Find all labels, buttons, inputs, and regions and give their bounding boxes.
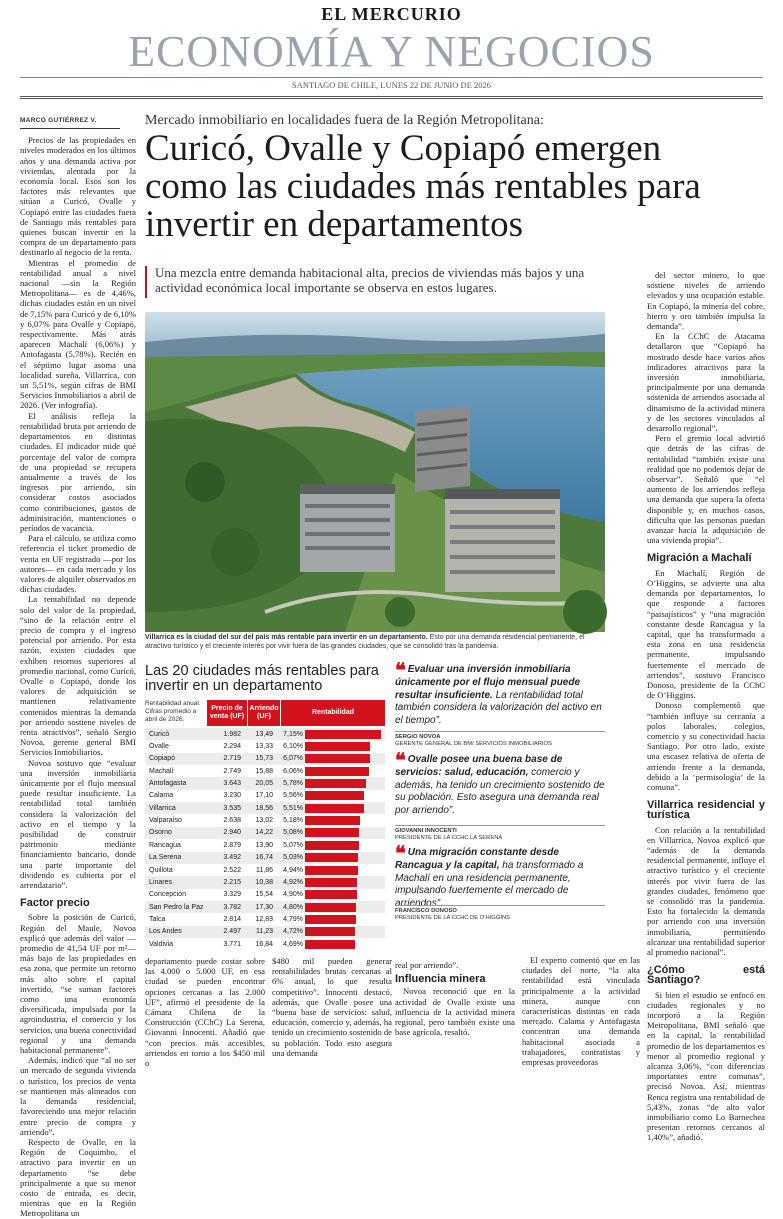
table-row	[145, 753, 385, 765]
price-cell: 3.492	[223, 854, 241, 862]
bar-track	[305, 915, 385, 924]
bar-track	[305, 890, 385, 899]
rentabilidad-bar	[305, 791, 364, 800]
city-cell: Valparaíso	[149, 817, 182, 825]
price-cell: 2.497	[223, 928, 241, 936]
quote-donoso: ❝ Una migración constante desde Rancagua y la capital, ha transformado a Machalí en una residencia permanente, impulsando fuertemente el mercado de arriendos”.	[395, 843, 584, 909]
dateline: SANTIAGO DE CHILE, LUNES 22 DE JUNIO DE 2026	[291, 80, 492, 90]
paragraph: En Machalí, Región de O’Higgins, se advierte una alta demanda por departamentos, lo que responde a factores “paisajísticos” y “una migración constante desde Rancagua y la capital, que ha transformado a esta zona en una residencia permanente, impulsando fuertemente el mercado de arriendos”, sostuvo Francisco Donoso, presidente de la CChC de O’Higgins.	[647, 567, 765, 701]
rent-cell: 11,23	[256, 928, 273, 936]
rentabilidad-cell: 4,72%	[283, 928, 303, 936]
city-cell: Linares	[149, 878, 172, 886]
price-cell: 1.982	[223, 730, 241, 738]
subhead-villarrica: Villarrica residencial y turística	[647, 799, 765, 822]
quote-mark-icon: ❝	[395, 843, 406, 865]
bar-track	[305, 878, 385, 887]
rent-cell: 10,38	[255, 878, 273, 886]
rent-cell: 13,02	[255, 817, 273, 825]
price-cell: 2.522	[223, 866, 241, 874]
paragraph: Novoa sostuvo que “evaluar una inversión inmobiliaria únicamente por el flujo mensual puede resultar insuficiente. La rentabilidad total también considera la valorización del activo en el tiempo y la posibilidad de construir patrimonio mediante financiamiento bancario, donde una parte importante del dividendo es cubierta por el arrendatario”.	[20, 757, 136, 891]
quote-rule	[395, 905, 605, 906]
city-cell: Concepción	[149, 891, 186, 899]
infographic-title: Las 20 ciudades más rentables para invertir en un departamento	[145, 663, 379, 694]
table-row	[145, 814, 385, 826]
table-row	[145, 839, 385, 851]
city-cell: Valdivia	[149, 940, 173, 948]
rentabilidad-cell: 4,92%	[283, 878, 303, 886]
city-cell: San Pedro la Paz	[149, 903, 204, 911]
column-1b-body	[20, 912, 136, 1218]
city-cell: Talca	[149, 915, 166, 923]
paragraph: Precios de las propiedades en niveles moderados en los últimos años y una demanda activa por viviendas, alentada por la economía local. Esos son los factores más relevantes que sitúan a Curicó, Ovalle y Copiapó entre las ciudades fuera de Santiago más rentables para quienes buscan invertir en la compra de un departamento para destinarlo al negocio de la renta.	[20, 135, 136, 258]
rentabilidad-bar	[305, 816, 360, 825]
bar-track	[305, 730, 385, 739]
rent-cell: 13,33	[255, 743, 273, 751]
article-column-bottom-1: departamento puede costar sobre las 4.000 o 5.000 UF, en esa ciudad se pueden encontrar opciones cercanas a las 2.000 UF”, afirmó el presidente de la Cámara Chilena de la Construcción (CChC) La Serena, Giovanni Innocenti. Añadió que “con precios más accesibles, arriendos en torno a los $450 mil o	[145, 956, 265, 1069]
rentabilidad-cell: 4,90%	[283, 891, 303, 899]
deck-accent-rule	[145, 266, 147, 298]
quotes-panel	[395, 660, 605, 934]
bar-track	[305, 754, 385, 763]
infographic-subtitle: Rentabilidad anual. Cifras promedio a abril de 2026.	[145, 700, 201, 723]
city-cell: Osorno	[149, 829, 172, 837]
rentabilidad-cell: 5,78%	[283, 780, 303, 788]
table-row	[145, 864, 385, 876]
article-column-bottom-4: El experto comentó que en las ciudades del norte, “la alta rentabilidad está vinculada principalmente a la actividad minera, aunque con características distintas en cada mercado. Calama y Antofagasta concentran una demanda habitacional asociada a trabajadores, contratistas y empresas proveedoras	[522, 955, 640, 1068]
quote-rule	[395, 825, 605, 826]
price-cell: 3.230	[223, 792, 241, 800]
rentabilidad-cell: 6,10%	[283, 743, 303, 751]
rentabilidad-bar	[305, 890, 357, 899]
price-cell: 2.719	[223, 755, 241, 763]
paragraph: Además, indicó que “al no ser un mercado de segunda vivienda o turístico, los precios de venta se mantienen más alineados con la demanda residencial, favoreciendo una mejor relación entre precio de compra y arriendo”.	[20, 1055, 136, 1137]
rentabilidad-bar	[305, 779, 366, 788]
paragraph: Con relación a la rentabilidad en Villarrica, Novoa explicó que “además de la demanda residencial permanente, influye el atractivo turístico y el creciente interés por vivir fuera de las grandes ciudades, fenómeno que se consolidó tras la pandemia. Esto ha fortalecido la demanda por arriendo con una inversión inmobiliaria, permitiendo alcanzar una rentabilidad superior al promedio nacional”.	[647, 824, 765, 957]
rent-cell: 17,30	[255, 903, 273, 911]
price-cell: 3.782	[223, 903, 241, 911]
quote-author-innocenti: GIOVANNI INNOCENTI PRESIDENTE DE LA CCHC LA SERENA	[395, 828, 503, 841]
column-1-body	[20, 135, 136, 890]
table-row	[145, 802, 385, 814]
city-cell: Calama	[149, 792, 174, 800]
subhead-migracion-machali: Migración a Machalí	[647, 552, 752, 565]
quote-author-donoso: FRANCISCO DONOSO PRESIDENTE DE LA CCHC DE O’HIGGINS	[395, 908, 510, 921]
paragraph: Mientras el promedio de rentabilidad anual a nivel nacional —sin la Región Metropolitana— es de 4,46%, dichas ciudades están en un nivel de 7,15% para Curicó y de 6,10% y 6,07% para Ovalle y Copiapó, respectivamente. Más atrás aparecen Machalí (6,06%) y Antofagasta (5,78%). Recién en el séptimo lugar asoma una localidad sureña, Villarrica, con un 5,51%, según cifras de BMI Servicios Inmobiliarios a abril de 2026. (Ver infografía).	[20, 257, 136, 411]
city-cell: Copiapó	[149, 755, 176, 763]
headline: Curicó, Ovalle y Copiapó emergen como las ciudades más rentables para invertir en departamentos	[145, 128, 701, 245]
rentabilidad-bar	[305, 853, 358, 862]
subhead-santiago: ¿Cómo está Santiago?	[647, 964, 765, 987]
price-cell: 2.879	[223, 841, 241, 849]
city-cell: Rancagua	[149, 841, 181, 849]
byline: MARCO GUTIÉRREZ V.	[20, 117, 97, 124]
article-column-right	[647, 270, 765, 1143]
table-row	[145, 926, 385, 938]
masthead-rule	[20, 77, 763, 78]
bar-track	[305, 742, 385, 751]
table-row	[145, 827, 385, 839]
rent-cell: 16,74	[255, 854, 273, 862]
table-row	[145, 728, 385, 740]
price-cell: 2.294	[223, 743, 241, 751]
byline-rule	[20, 128, 120, 129]
table-row	[145, 938, 385, 950]
rentabilidad-cell: 4,80%	[283, 903, 303, 911]
article-column-bottom-3: real por arriendo”. Influencia minera Novoa reconoció que en la actividad de Ovalle existe una influencia de la actividad minera regional, pero también existe una base agrícola, resaltó.	[395, 960, 515, 1038]
rentabilidad-bar	[305, 754, 370, 763]
rentabilidad-cell: 5,08%	[283, 829, 303, 837]
rentabilidad-bar	[305, 804, 364, 813]
rentabilidad-bar	[305, 878, 357, 887]
city-cell: Ovalle	[149, 743, 169, 751]
deck: Una mezcla entre demanda habitacional alta, precios de viviendas más bajos y una actividad económica local importante se observa en estos lugares.	[155, 265, 585, 295]
rentabilidad-cell: 4,69%	[283, 940, 303, 948]
paragraph: Pero el gremio local advirtió que detrás de las cifras de rentabilidad “también existe una realidad que no podemos dejar de observar”. Señaló que “el aumento de los arriendos refleja una demanda que supera la oferta disponible y, en muchos casos, dificulta que las personas puedan avanzar hacia la adquisición de una vivienda propia”.	[647, 433, 765, 546]
photo-villarrica	[145, 312, 605, 632]
rent-cell: 14,22	[255, 829, 273, 837]
rent-cell: 16,84	[255, 940, 273, 948]
subhead-influencia-minera: Influencia minera	[395, 973, 486, 986]
paragraph: Para el cálculo, se utiliza como referencia el ticket promedio de venta en UF registrado —por los autores— en cada mercado y los valores de alquiler observados en dichas ciudades.	[20, 533, 136, 595]
city-cell: La Serena	[149, 854, 182, 862]
paragraph: En la CChC de Atacama detallaron que “Copiapó ha mostrado desde hace varios años indicadores atractivos para la inversión inmobiliaria, principalmente por una demanda sostenida de arriendos asociada al dinamismo de la actividad minera y de los sectores vinculados al desarrollo regional”.	[647, 331, 765, 434]
price-cell: 3.535	[223, 804, 241, 812]
rentabilidad-bar	[305, 866, 358, 875]
table-row	[145, 765, 385, 777]
rentabilidad-bar	[305, 903, 356, 912]
col-header-rent: Arriendo (UF)	[248, 700, 280, 726]
bar-track	[305, 804, 385, 813]
rent-cell: 18,56	[255, 804, 273, 812]
rentabilidad-cell: 4,79%	[283, 915, 303, 923]
table-row	[145, 876, 385, 888]
column-right-body	[647, 270, 765, 545]
table-row	[145, 740, 385, 752]
rentabilidad-bar	[305, 927, 355, 936]
paragraph: Si bien el estudio se enfocó en ciudades regionales y no incorporó a la Región Metropolitana, BMI señaló que en la capital, la rentabilidad promedio de los departamentos es menor al promedio regional y alcanza 3,06%, “con diferencias importantes entre comunas”, precisó Novoa. Así, mientras Renca registra una rentabilidad de 5,43%, zonas “de alto valor inmobiliario como Lo Barnechea presentan retornos cercanos al 1,40%”, añadió.	[647, 989, 765, 1143]
quote-author-novoa: SERGIO NOVOA GERENTE GENERAL DE BMI SERVICIOS INMOBILIARIOS	[395, 734, 552, 747]
rentabilidad-cell: 6,06%	[283, 767, 303, 775]
column-right-d-body	[647, 990, 765, 1143]
paragraph: El análisis refleja la rentabilidad bruta por arriendo de departamentos en distintas ciudades. El indicador mide qué porcentaje del valor de compra de una propiedad se recupera anualmente a través de los ingresos por arriendo, sin considerar costos asociados como contribuciones, gastos de administración, mantenciones o períodos de vacancia.	[20, 410, 136, 533]
infographic	[145, 664, 385, 954]
price-cell: 2.749	[223, 767, 241, 775]
bar-track	[305, 767, 385, 776]
city-cell: Quillota	[149, 866, 173, 874]
bar-track	[305, 841, 385, 850]
table-row	[145, 889, 385, 901]
quote-rule	[395, 731, 605, 732]
paragraph: La rentabilidad no depende solo del valor de la propiedad, “sino de la relación entre el precio de compra y el ingreso potencial por arriendo. Por esta razón, existen ciudades que exhiben retornos superiores al promedio nacional, como Curicó, Ovalle o Copiapó, donde los valores de adquisición se mantienen relativamente contenidos mientras la demanda por arriendo sostiene niveles de renta atractivos”, señaló Sergio Novoa, gerente general BMI Servicios Inmobiliarios.	[20, 594, 136, 758]
article-column-1	[20, 116, 136, 1219]
rent-cell: 13,49	[255, 730, 273, 738]
quote-mark-icon: ❝	[395, 750, 406, 772]
rentabilidad-bar	[305, 742, 370, 751]
rentabilidad-cell: 7,15%	[283, 730, 303, 738]
rentabilidad-cell: 5,51%	[283, 804, 303, 812]
section-rule	[20, 96, 763, 99]
bar-track	[305, 853, 385, 862]
caption-lead: Villarrica es la ciudad del sur del país más rentable para invertir en un departamento.	[145, 634, 428, 641]
column-right-b-body	[647, 568, 765, 792]
bar-track	[305, 828, 385, 837]
table-row	[145, 790, 385, 802]
table-row	[145, 901, 385, 913]
price-cell: 2.638	[223, 817, 241, 825]
city-cell: Los Andes	[149, 928, 182, 936]
rent-cell: 15,88	[255, 767, 273, 775]
paragraph: Sobre la posición de Curicó, Región del Maule, Novoa explicó que además del valor —promedio de 41,54 UF por m²— más bajo de las propiedades en esa zona, que permite un retorno más alto sobre el capital invertido, “se suman factores como una economía diversificada, impulsada por la agroindustria, el comercio y los servicios, una buena conectividad regional y una demanda habitacional permanente”.	[20, 912, 136, 1056]
rent-cell: 17,10	[255, 792, 273, 800]
price-cell: 2.215	[223, 878, 241, 886]
caption-text: Esto por una demanda residencial permanente, el atractivo turístico y el creciente interés por vivir fuera de las grandes ciudades, que se consolidó tras la pandemia.	[145, 634, 585, 650]
col-header-rentabilidad: Rentabilidad	[281, 700, 385, 726]
price-cell: 3.771	[223, 940, 241, 948]
bar-track	[305, 866, 385, 875]
bar-track	[305, 791, 385, 800]
bar-track	[305, 903, 385, 912]
rent-cell: 13,90	[255, 841, 273, 849]
paragraph: del sector minero, lo que sostiene niveles de arriendo elevados y una ocupación estable. En Copiapó, la minería del cobre, hierro y oro también impulsa la demanda”.	[647, 270, 765, 332]
table-row	[145, 852, 385, 864]
table-row	[145, 777, 385, 789]
section-title: ECONOMÍA Y NEGOCIOS	[128, 27, 655, 76]
bar-track	[305, 816, 385, 825]
rent-cell: 20,05	[255, 780, 273, 788]
city-cell: Machalí	[149, 767, 174, 775]
rentabilidad-bar	[305, 828, 359, 837]
kicker: Mercado inmobiliario en localidades fuera de la Región Metropolitana:	[145, 113, 544, 128]
quote-mark-icon: ❝	[395, 660, 406, 682]
column-right-c-body	[647, 825, 765, 958]
paragraph: Donoso complementó que “también influye su cercanía a polos laborales, colegios, comercio y su conectividad hacia Santiago. Por otro lado, existe una escasez relativa de oferta de arriendo frente a la demanda, debido a la ‘permisología’ de la comuna”.	[647, 700, 765, 792]
quote-novoa: ❝ Evaluar una inversión inmobiliaria únicamente por el flujo mensual puede resultar insuficiente. La rentabilidad total también considera la valorización del activo en el tiempo”.	[395, 660, 602, 726]
photo-caption	[145, 633, 605, 651]
paragraph: Respecto de Ovalle, en la Región de Coquimbo, el atractivo para invertir en un departamento “se debe principalmente a que su menor costo de entrada, es decir, mientras que en la Región Metropolitana un	[20, 1136, 136, 1219]
city-cell: Villarrica	[149, 804, 176, 812]
rentabilidad-cell: 5,18%	[283, 817, 303, 825]
rentabilidad-cell: 5,56%	[283, 792, 303, 800]
price-cell: 2.940	[223, 829, 241, 837]
bar-track	[305, 927, 385, 936]
article-column-bottom-2: $480 mil pueden generar rentabilidades brutas cercanas al 6% anual, lo que resulta competitivo”. Innocenti destacó, además, que Ovalle posee una “buena base de servicios: salud, educación, comercio y, además, ha tenido un crecimiento sostenido de su población. Todo esto asegura una demanda	[272, 956, 392, 1058]
bar-track	[305, 940, 385, 949]
rentabilidad-cell: 5,03%	[283, 854, 303, 862]
rentabilidad-bar	[305, 730, 381, 739]
rentabilidad-bar	[305, 915, 356, 924]
newspaper-name: EL MERCURIO	[321, 4, 462, 24]
villarrica-photo-illustration	[145, 312, 605, 632]
rent-cell: 15,54	[255, 891, 273, 899]
subhead-factor-precio: Factor precio	[20, 897, 90, 910]
rent-cell: 15,73	[255, 755, 273, 763]
rentabilidad-bar	[305, 767, 369, 776]
rentabilidad-cell: 5,07%	[283, 841, 303, 849]
rent-cell: 11,86	[256, 866, 273, 874]
rent-cell: 12,83	[255, 915, 273, 923]
price-cell: 2.814	[223, 915, 241, 923]
rentabilidad-bar	[305, 841, 359, 850]
city-cell: Curicó	[149, 730, 170, 738]
rentabilidad-bar	[305, 940, 355, 949]
bar-track	[305, 779, 385, 788]
price-cell: 3.643	[223, 780, 241, 788]
photo-credit: ALEX CUMBRES	[601, 560, 607, 604]
table-row	[145, 913, 385, 925]
rentabilidad-cell: 6,07%	[283, 755, 303, 763]
price-cell: 3.329	[223, 891, 241, 899]
rentabilidad-cell: 4,94%	[283, 866, 303, 874]
city-cell: Antofagasta	[149, 780, 187, 788]
quote-innocenti: ❝ Ovalle posee una buena base de servicios: salud, educación, comercio y además, ha tenido un crecimiento sostenido de su población. Esto asegura una demanda real por arriendo”.	[395, 750, 605, 816]
col-header-price: Precio de venta (UF)	[207, 700, 247, 726]
